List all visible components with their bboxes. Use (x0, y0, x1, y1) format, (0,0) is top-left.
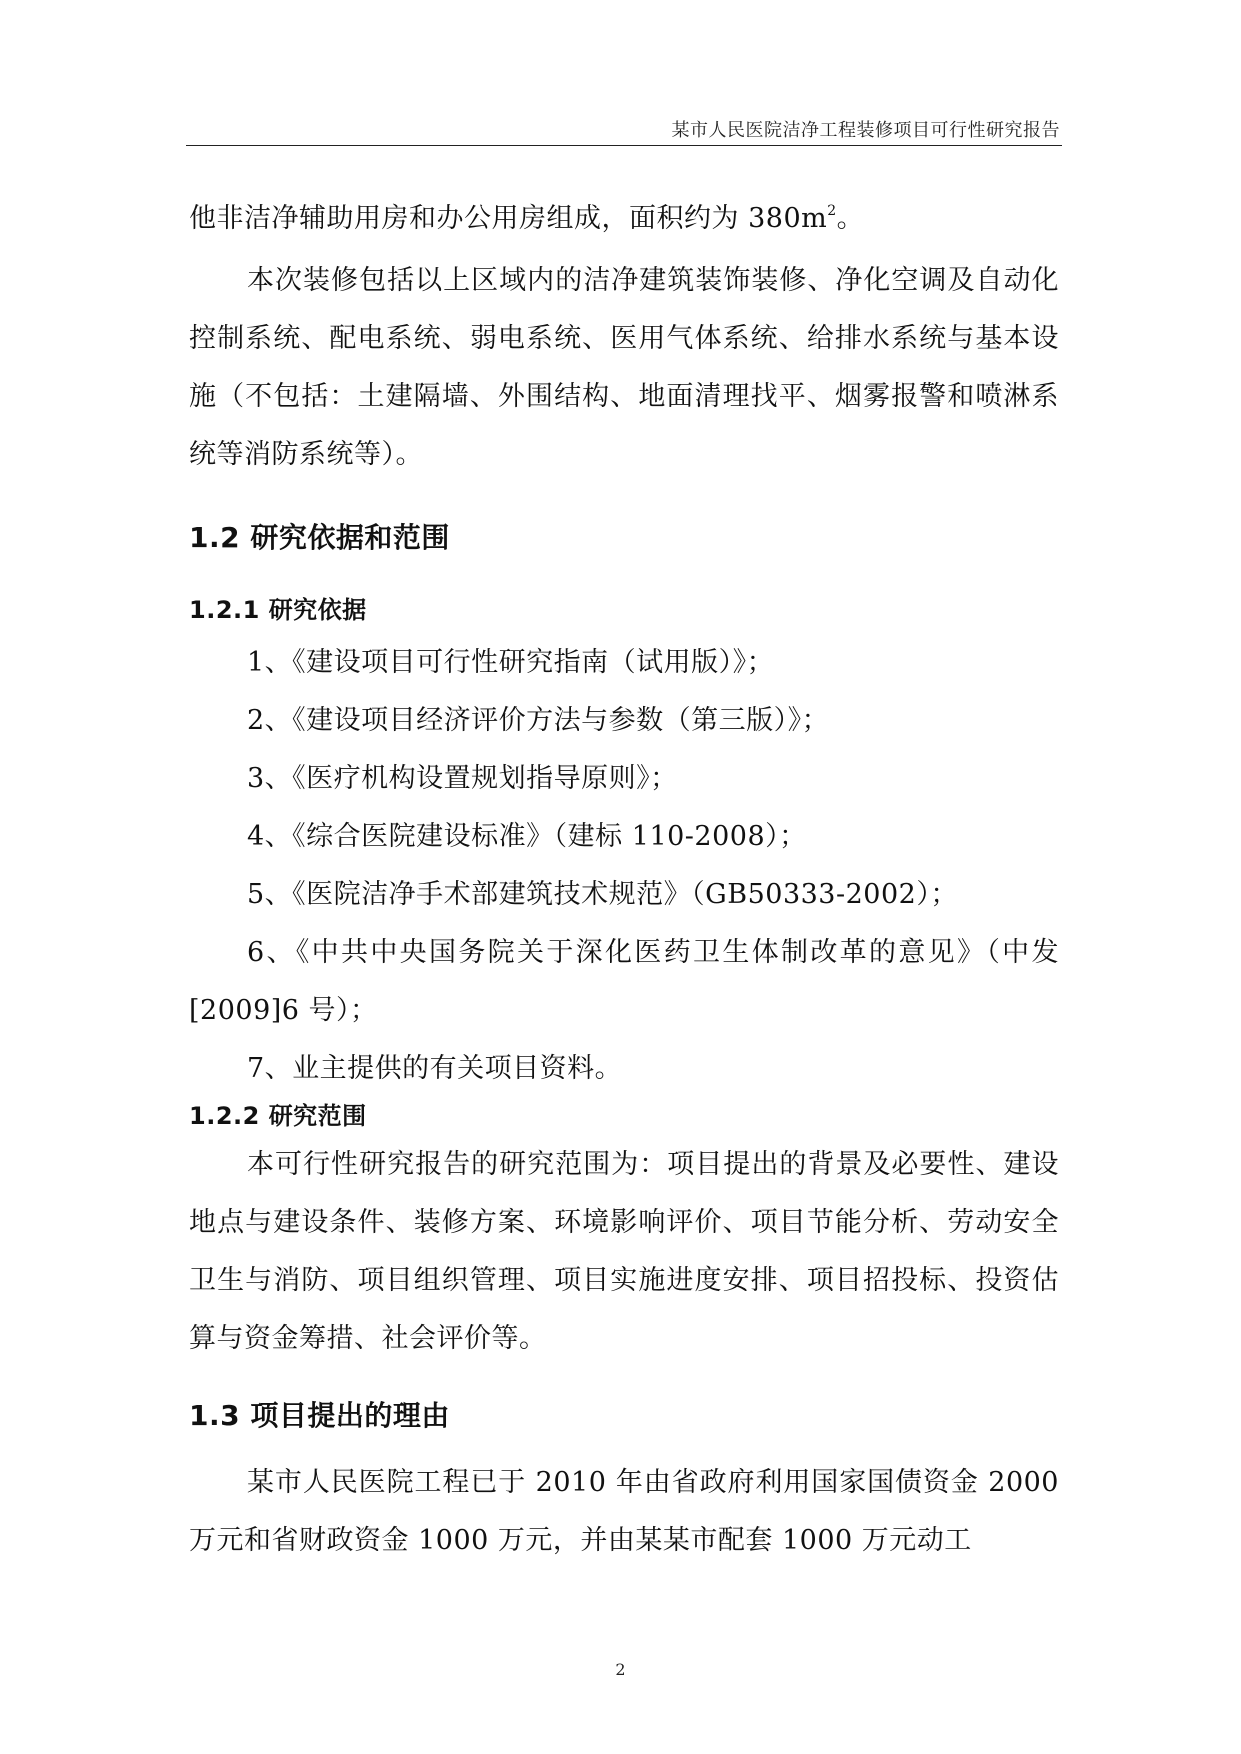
basis-item: 7、业主提供的有关项目资料。 (247, 1053, 623, 1084)
basis-item: 1、《建设项目可行性研究指南（试用版）》； (247, 647, 775, 678)
continuation-end: 。 (836, 203, 865, 234)
research-scope-paragraph: 本可行性研究报告的研究范围为：项目提出的背景及必要性、建设地点与建设条件、装修方案、环境影响评价、项目节能分析、劳动安全卫生与消防、项目组织管理、项目实施进度安排、项目招投标、投资估算与资金筹措、社会评价等。 (189, 1149, 1059, 1354)
basis-list (189, 634, 1059, 1098)
continuation-text: 他非洁净辅助用房和办公用房组成，面积约为 380m (189, 203, 828, 234)
scope-paragraph: 本次装修包括以上区域内的洁净建筑装饰装修、净化空调及自动化控制系统、配电系统、弱电系统、医用气体系统、给排水系统与基本设施（不包括：土建隔墙、外围结构、地面清理找平、烟雾报警和喷淋系统等消防系统等）。 (189, 265, 1059, 470)
continuation-paragraph (189, 190, 1059, 248)
area-superscript: 2 (827, 203, 837, 219)
subsection-heading-1-2-1: 1.2.1 研究依据 (189, 596, 367, 624)
section-heading-1-3: 1.3 项目提出的理由 (189, 1399, 450, 1432)
basis-item: 4、《综合医院建设标准》（建标 110-2008）； (247, 821, 807, 852)
page-number: 2 (615, 1660, 626, 1679)
basis-item: 3、《医疗机构设置规划指导原则》； (247, 763, 678, 794)
basis-item: 2、《建设项目经济评价方法与参数（第三版）》； (247, 705, 830, 736)
basis-item: 5、《医院洁净手术部建筑技术规范》（GB50333-2002）； (247, 879, 958, 910)
reason-paragraph: 某市人民医院工程已于 2010 年由省政府利用国家国债资金 2000 万元和省财政资金 1000 万元，并由某某市配套 1000 万元动工 (189, 1467, 1059, 1556)
section-heading-1-2: 1.2 研究依据和范围 (189, 521, 450, 554)
header-rule (186, 145, 1062, 146)
running-header: 某市人民医院洁净工程装修项目可行性研究报告 (671, 120, 1060, 141)
basis-item: 6、《中共中央国务院关于深化医药卫生体制改革的意见》（中发[2009]6 号）； (189, 937, 1059, 1026)
subsection-heading-1-2-2: 1.2.2 研究范围 (189, 1102, 367, 1130)
page-content (189, 190, 1059, 1570)
